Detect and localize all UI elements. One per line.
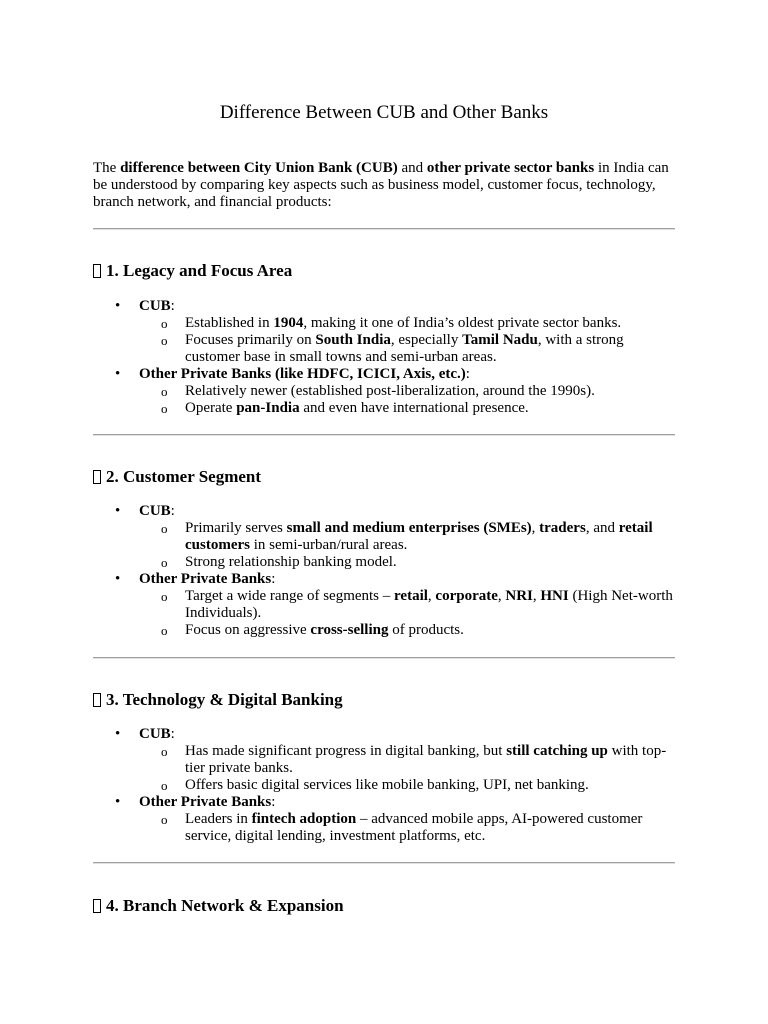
point-text: Focuses primarily on — [185, 332, 316, 348]
sub-list-item — [139, 622, 675, 639]
intro-text: and — [397, 160, 427, 176]
sub-list — [139, 520, 675, 571]
section-heading-text: 2. Customer Segment — [106, 467, 262, 486]
colon: : — [465, 366, 470, 382]
point-text: Target a wide range of segments – — [185, 588, 395, 604]
intro-bold: other private sector banks — [426, 160, 595, 176]
intro-paragraph — [93, 160, 675, 211]
point-text: Operate — [185, 400, 237, 416]
point-bold: fintech adoption — [251, 811, 357, 827]
point-text: (High Net-worth Individuals). — [185, 588, 673, 621]
bank-label: CUB — [139, 298, 171, 314]
sub-list-item — [139, 777, 675, 794]
sub-list-item — [139, 383, 675, 400]
list-item — [93, 794, 675, 845]
point-bold: cross-selling — [310, 622, 389, 638]
point-text: , — [497, 588, 506, 604]
sub-list-item — [139, 743, 675, 777]
sub-list-item — [139, 332, 675, 366]
section-heading — [93, 467, 261, 487]
sub-list — [139, 588, 675, 639]
colon: : — [170, 503, 175, 519]
point-text: , — [532, 588, 541, 604]
list-item — [93, 571, 675, 639]
section-heading-text: 1. Legacy and Focus Area — [106, 261, 293, 280]
section-list — [93, 503, 675, 639]
point-text: Offers basic digital services like mobile banking, UPI, net banking. — [185, 777, 589, 793]
point-text: Relatively newer (established post-liberalization, around the 1990s). — [185, 383, 595, 399]
colon: : — [271, 794, 276, 810]
bank-label: Other Private Banks — [139, 794, 272, 810]
point-text: , and — [585, 520, 619, 536]
point-bold: traders — [539, 520, 586, 536]
bank-label: Other Private Banks (like HDFC, ICICI, Axis, etc.) — [139, 366, 466, 382]
list-item — [93, 726, 675, 794]
list-item — [93, 298, 675, 366]
section-heading-text: 4. Branch Network & Expansion — [106, 896, 344, 915]
divider — [93, 657, 675, 659]
point-bold: South India — [315, 332, 391, 348]
sub-list-item — [139, 554, 675, 571]
section-list — [93, 726, 675, 845]
point-text: , — [531, 520, 540, 536]
colon: : — [170, 298, 175, 314]
checkbox-icon — [93, 693, 101, 707]
sub-list-item — [139, 315, 675, 332]
point-text: , with a strong customer base in small towns and semi-urban areas. — [185, 332, 624, 365]
point-bold: still catching up — [506, 743, 608, 759]
bank-label: Other Private Banks — [139, 571, 272, 587]
bank-label: CUB — [139, 726, 171, 742]
point-bold: pan-India — [236, 400, 300, 416]
point-text: Focus on aggressive — [185, 622, 311, 638]
bank-label: CUB — [139, 503, 171, 519]
point-text: with top-tier private banks. — [185, 743, 667, 776]
intro-bold: difference between City Union Bank (CUB) — [120, 160, 398, 176]
checkbox-icon — [93, 264, 101, 278]
section-heading — [93, 896, 344, 916]
section-heading — [93, 261, 292, 281]
page-title: Difference Between CUB and Other Banks — [219, 101, 549, 123]
point-text: Established in — [185, 315, 274, 331]
sub-list — [139, 383, 675, 417]
sub-list — [139, 743, 675, 794]
colon: : — [271, 571, 276, 587]
point-text: – advanced mobile apps, AI-powered customer service, digital lending, investment platforms, etc. — [185, 811, 643, 844]
sub-list-item — [139, 811, 675, 845]
intro-text: The — [93, 160, 121, 176]
point-text: Leaders in — [185, 811, 252, 827]
divider — [93, 434, 675, 436]
sub-list — [139, 315, 675, 366]
point-text: , making it one of India’s oldest private sector banks. — [303, 315, 622, 331]
point-text: , especially — [390, 332, 463, 348]
point-bold: retail customers — [185, 520, 653, 553]
point-bold: small and medium enterprises (SMEs) — [286, 520, 532, 536]
sub-list — [139, 811, 675, 845]
intro-text: in India can be understood by comparing key aspects such as business model, customer focus, technology, branch network, and financial products: — [93, 160, 669, 210]
point-text: , — [427, 588, 436, 604]
point-text: and even have international presence. — [299, 400, 529, 416]
list-item — [93, 366, 675, 417]
point-text: Strong relationship banking model. — [185, 554, 397, 570]
point-text: Primarily serves — [185, 520, 287, 536]
point-bold: corporate — [435, 588, 498, 604]
checkbox-icon — [93, 470, 101, 484]
point-bold: 1904 — [273, 315, 304, 331]
section-list — [93, 298, 675, 417]
sub-list-item — [139, 588, 675, 622]
checkbox-icon — [93, 899, 101, 913]
point-bold: retail — [394, 588, 428, 604]
colon: : — [170, 726, 175, 742]
point-bold: NRI — [505, 588, 533, 604]
sub-list-item — [139, 520, 675, 554]
sub-list-item — [139, 400, 675, 417]
point-bold: HNI — [540, 588, 569, 604]
divider — [93, 228, 675, 230]
point-text: in semi-urban/rural areas. — [249, 537, 408, 553]
list-item — [93, 503, 675, 571]
point-bold: Tamil Nadu — [462, 332, 538, 348]
point-text: of products. — [388, 622, 464, 638]
section-heading — [93, 690, 343, 710]
section-heading-text: 3. Technology & Digital Banking — [106, 690, 343, 709]
divider — [93, 862, 675, 864]
point-text: Has made significant progress in digital banking, but — [185, 743, 507, 759]
